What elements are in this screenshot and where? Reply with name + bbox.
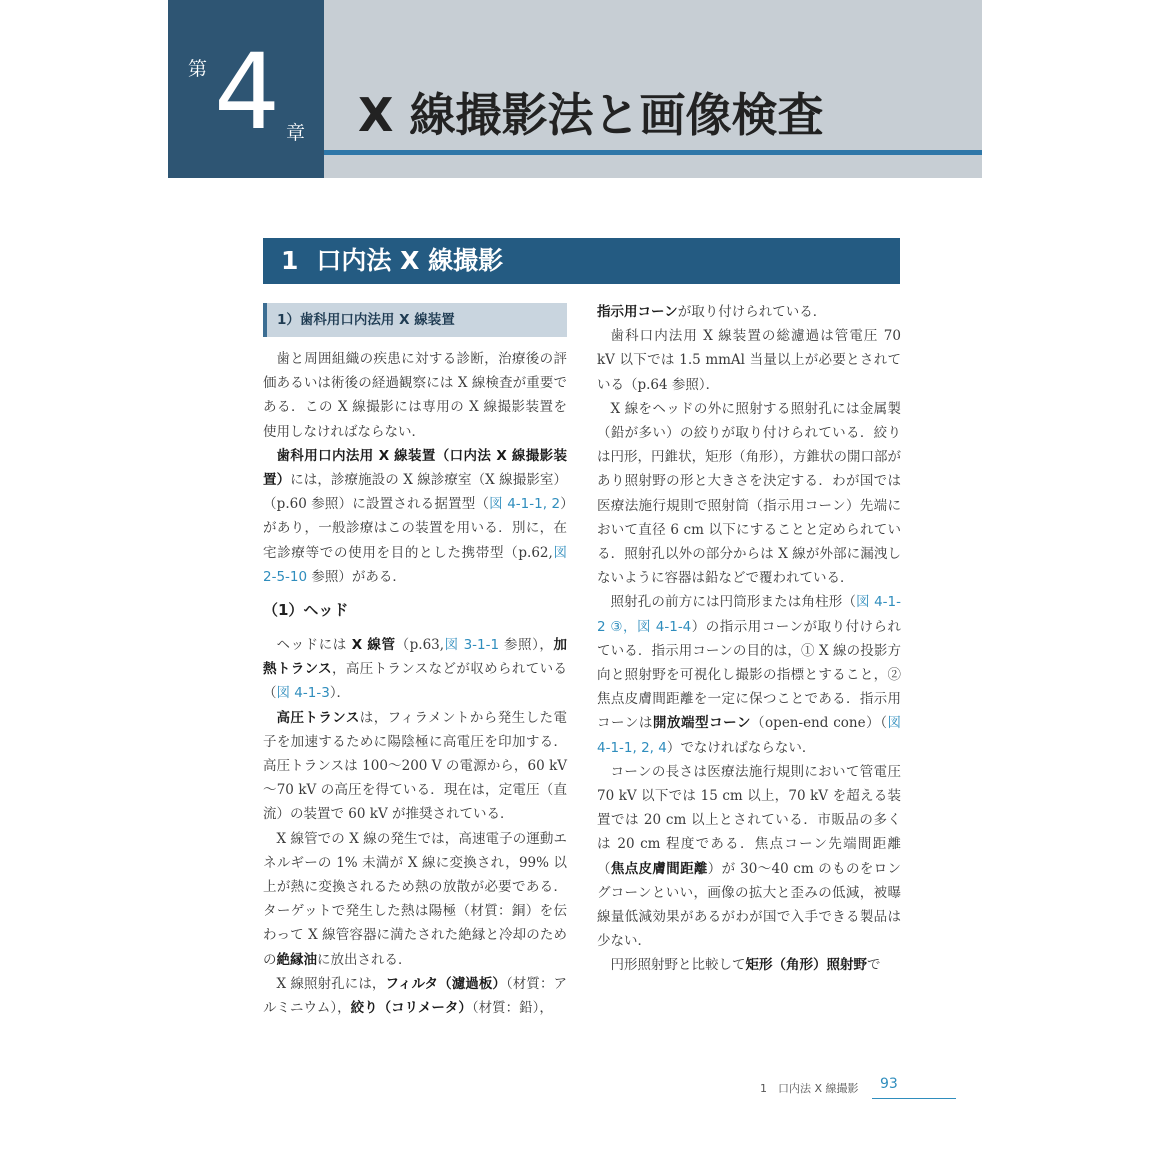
bold-term: 焦点皮膚間距離 xyxy=(610,860,708,877)
paragraph xyxy=(263,706,567,827)
chapter-title-rule xyxy=(324,150,982,155)
topic-heading-head: （1）ヘッド xyxy=(263,601,349,620)
section-title: 口内法 X 線撮影 xyxy=(316,246,504,275)
paragraph-text: ）の指示用コーンが取り付けられている．指示用コーンの目的は，① X 線の投影方向と照射野を可視化し撮影の指標とすること，②焦点皮膚間距離を一定に保つことである．指示用コーンは xyxy=(597,618,901,732)
paragraph-text: は，フィラメントから発生した電子を加速するために陽陰極に高電圧を印加する．高圧トランスは 100～200 V の電源から，60 kV～70 kV の高圧を得ている．現在は，定電圧（直流）の装置で 60 kV が推奨されている． xyxy=(263,709,567,823)
figure-reference-link[interactable]: 図 4-1-2 ③，図 4-1-4 xyxy=(597,594,902,635)
figure-reference-link[interactable]: 図 4-1-1, 2, 4 xyxy=(597,715,901,756)
paragraph-text: （材質：アルミニウム）， xyxy=(263,975,568,1017)
paragraph-text: ）が 30～40 cm のものをロングコーンといい，画像の拡大と歪みの低減，被曝線量低減効果があるがわが国で入手できる製品は少ない． xyxy=(597,860,902,950)
paragraph-text: 円形照射野と比較して xyxy=(610,957,746,974)
section-number: 1 xyxy=(281,246,299,275)
bold-term: 絶縁油 xyxy=(276,951,317,968)
chapter-number: 4 xyxy=(214,31,281,153)
right-column xyxy=(597,300,901,978)
paragraph xyxy=(263,347,567,444)
figure-reference-link[interactable]: 図 4-1-3 xyxy=(276,685,330,702)
paragraph-text: 歯と周囲組織の疾患に対する診断，治療後の評価あるいは術後の経過観察には X 線検査が重要である．この X 線撮影には専用の X 線撮影装置を使用しなければならない． xyxy=(263,351,567,440)
bold-term: フィルタ（濾過板） xyxy=(385,975,506,992)
paragraph-text: （open-end cone）（ xyxy=(751,715,888,732)
paragraph-text: 照射孔の前方には円筒形または角柱形（ xyxy=(610,594,857,611)
running-footer-label: 1 口内法 X 線撮影 xyxy=(760,1082,859,1095)
bold-term: 指示用コーン xyxy=(597,304,678,320)
paragraph xyxy=(263,972,567,1020)
bold-term: X 線管 xyxy=(351,637,396,654)
paragraph-text: ，高圧トランスなどが収められている（ xyxy=(263,661,567,702)
paragraph xyxy=(597,324,901,397)
paragraph xyxy=(263,444,567,589)
paragraph-text: 参照）， xyxy=(499,637,554,654)
paragraph-text: X 線照射孔には， xyxy=(276,975,386,992)
chapter-prefix: 第 xyxy=(188,58,208,80)
paragraph-text: （材質：鉛）， xyxy=(471,1000,553,1017)
chapter-suffix: 章 xyxy=(286,122,306,144)
section-heading xyxy=(263,238,900,284)
chapter-header xyxy=(168,0,982,178)
bold-term: 開放端型コーン xyxy=(652,715,751,732)
bold-term: 加熱トランス xyxy=(263,637,568,678)
paragraph-text: X 線をヘッドの外に照射する照射孔には金属製（鉛が多い）の絞りが取り付けられている．絞りは円形，円錐状，矩形（角形），方錐状の開口部があり照射野の形と大きさを決定する．わが国では医療法施行規則で照射筒（指示用コーン）先端において直径 6 cm 以下にすることと定められている．照射孔以外の部分からは X 線が外部に漏洩しないように容器は鉛などで覆われている． xyxy=(597,400,901,587)
footer-rule xyxy=(872,1098,956,1099)
paragraph-text: X 線管での X 線の発生では，高速電子の運動エネルギーの 1% 未満が X 線に変換され，99% 以上が熱に変換されるため熱の放散が必要である．ターゲットで発生した熱は陽極（材質：銅）を伝わって X 線管容器に満たされた絶縁と冷却のための xyxy=(263,830,567,968)
chapter-title: X 線撮影法と画像検査 xyxy=(358,88,824,142)
chapter-number-block xyxy=(168,0,324,178)
page-number: 93 xyxy=(880,1076,898,1092)
paragraph xyxy=(597,397,901,591)
paragraph xyxy=(597,590,901,759)
subsection-heading: 1）歯科用口内法用 X 線装置 xyxy=(263,303,567,337)
paragraph-text: に放出される． xyxy=(317,951,412,968)
paragraph-text: ）があり，一般診療はこの装置を用いる．別に，在宅診療等での使用を目的とした携帯型（p.62, xyxy=(263,496,568,561)
paragraph xyxy=(597,300,901,324)
left-column xyxy=(263,300,567,1020)
bold-term: 絞り（コリメータ） xyxy=(350,1000,472,1017)
figure-reference-link[interactable]: 図 3-1-1 xyxy=(444,637,500,654)
paragraph xyxy=(263,827,567,972)
figure-reference-link[interactable]: 図 4-1-1, 2 xyxy=(489,496,561,513)
paragraph-text: ）． xyxy=(329,685,351,702)
bold-term: 歯科用口内法用 X 線装置（口内法 X 線撮影装置） xyxy=(263,447,567,489)
paragraph-text: 歯科口内法用 X 線装置の総濾過は管電圧 70 kV 以下では 1.5 mmAl 当量以上が必要とされている（p.64 参照）． xyxy=(597,328,901,393)
paragraph-text: が取り付けられている． xyxy=(677,304,827,320)
paragraph-text: ）でなければならない． xyxy=(666,739,816,756)
paragraph xyxy=(597,953,901,977)
paragraph xyxy=(597,760,901,954)
paragraph xyxy=(263,633,567,706)
paragraph-text: ヘッドには xyxy=(276,637,352,654)
bold-term: 高圧トランス xyxy=(276,709,360,726)
page-footer xyxy=(760,1076,956,1104)
bold-term: 矩形（角形）照射野 xyxy=(745,957,867,974)
paragraph-text: には，診療施設の X 線診療室（X 線撮影室）（p.60 参照）に設置される据置型（ xyxy=(263,472,567,513)
paragraph-text: コーンの長さは医療法施行規則において管電圧 70 kV 以下では 15 cm 以上，70 kV を超える装置では 20 cm 以上とされている．市販品の多くは 20 cm 程度である．焦点コーン先端間距離（ xyxy=(597,763,901,877)
paragraph-text: で xyxy=(867,957,881,974)
paragraph-text: 参照）がある． xyxy=(307,568,406,585)
figure-reference-link[interactable]: 図 2-5-10 xyxy=(263,544,568,585)
paragraph-text: （p.63, xyxy=(395,637,445,654)
